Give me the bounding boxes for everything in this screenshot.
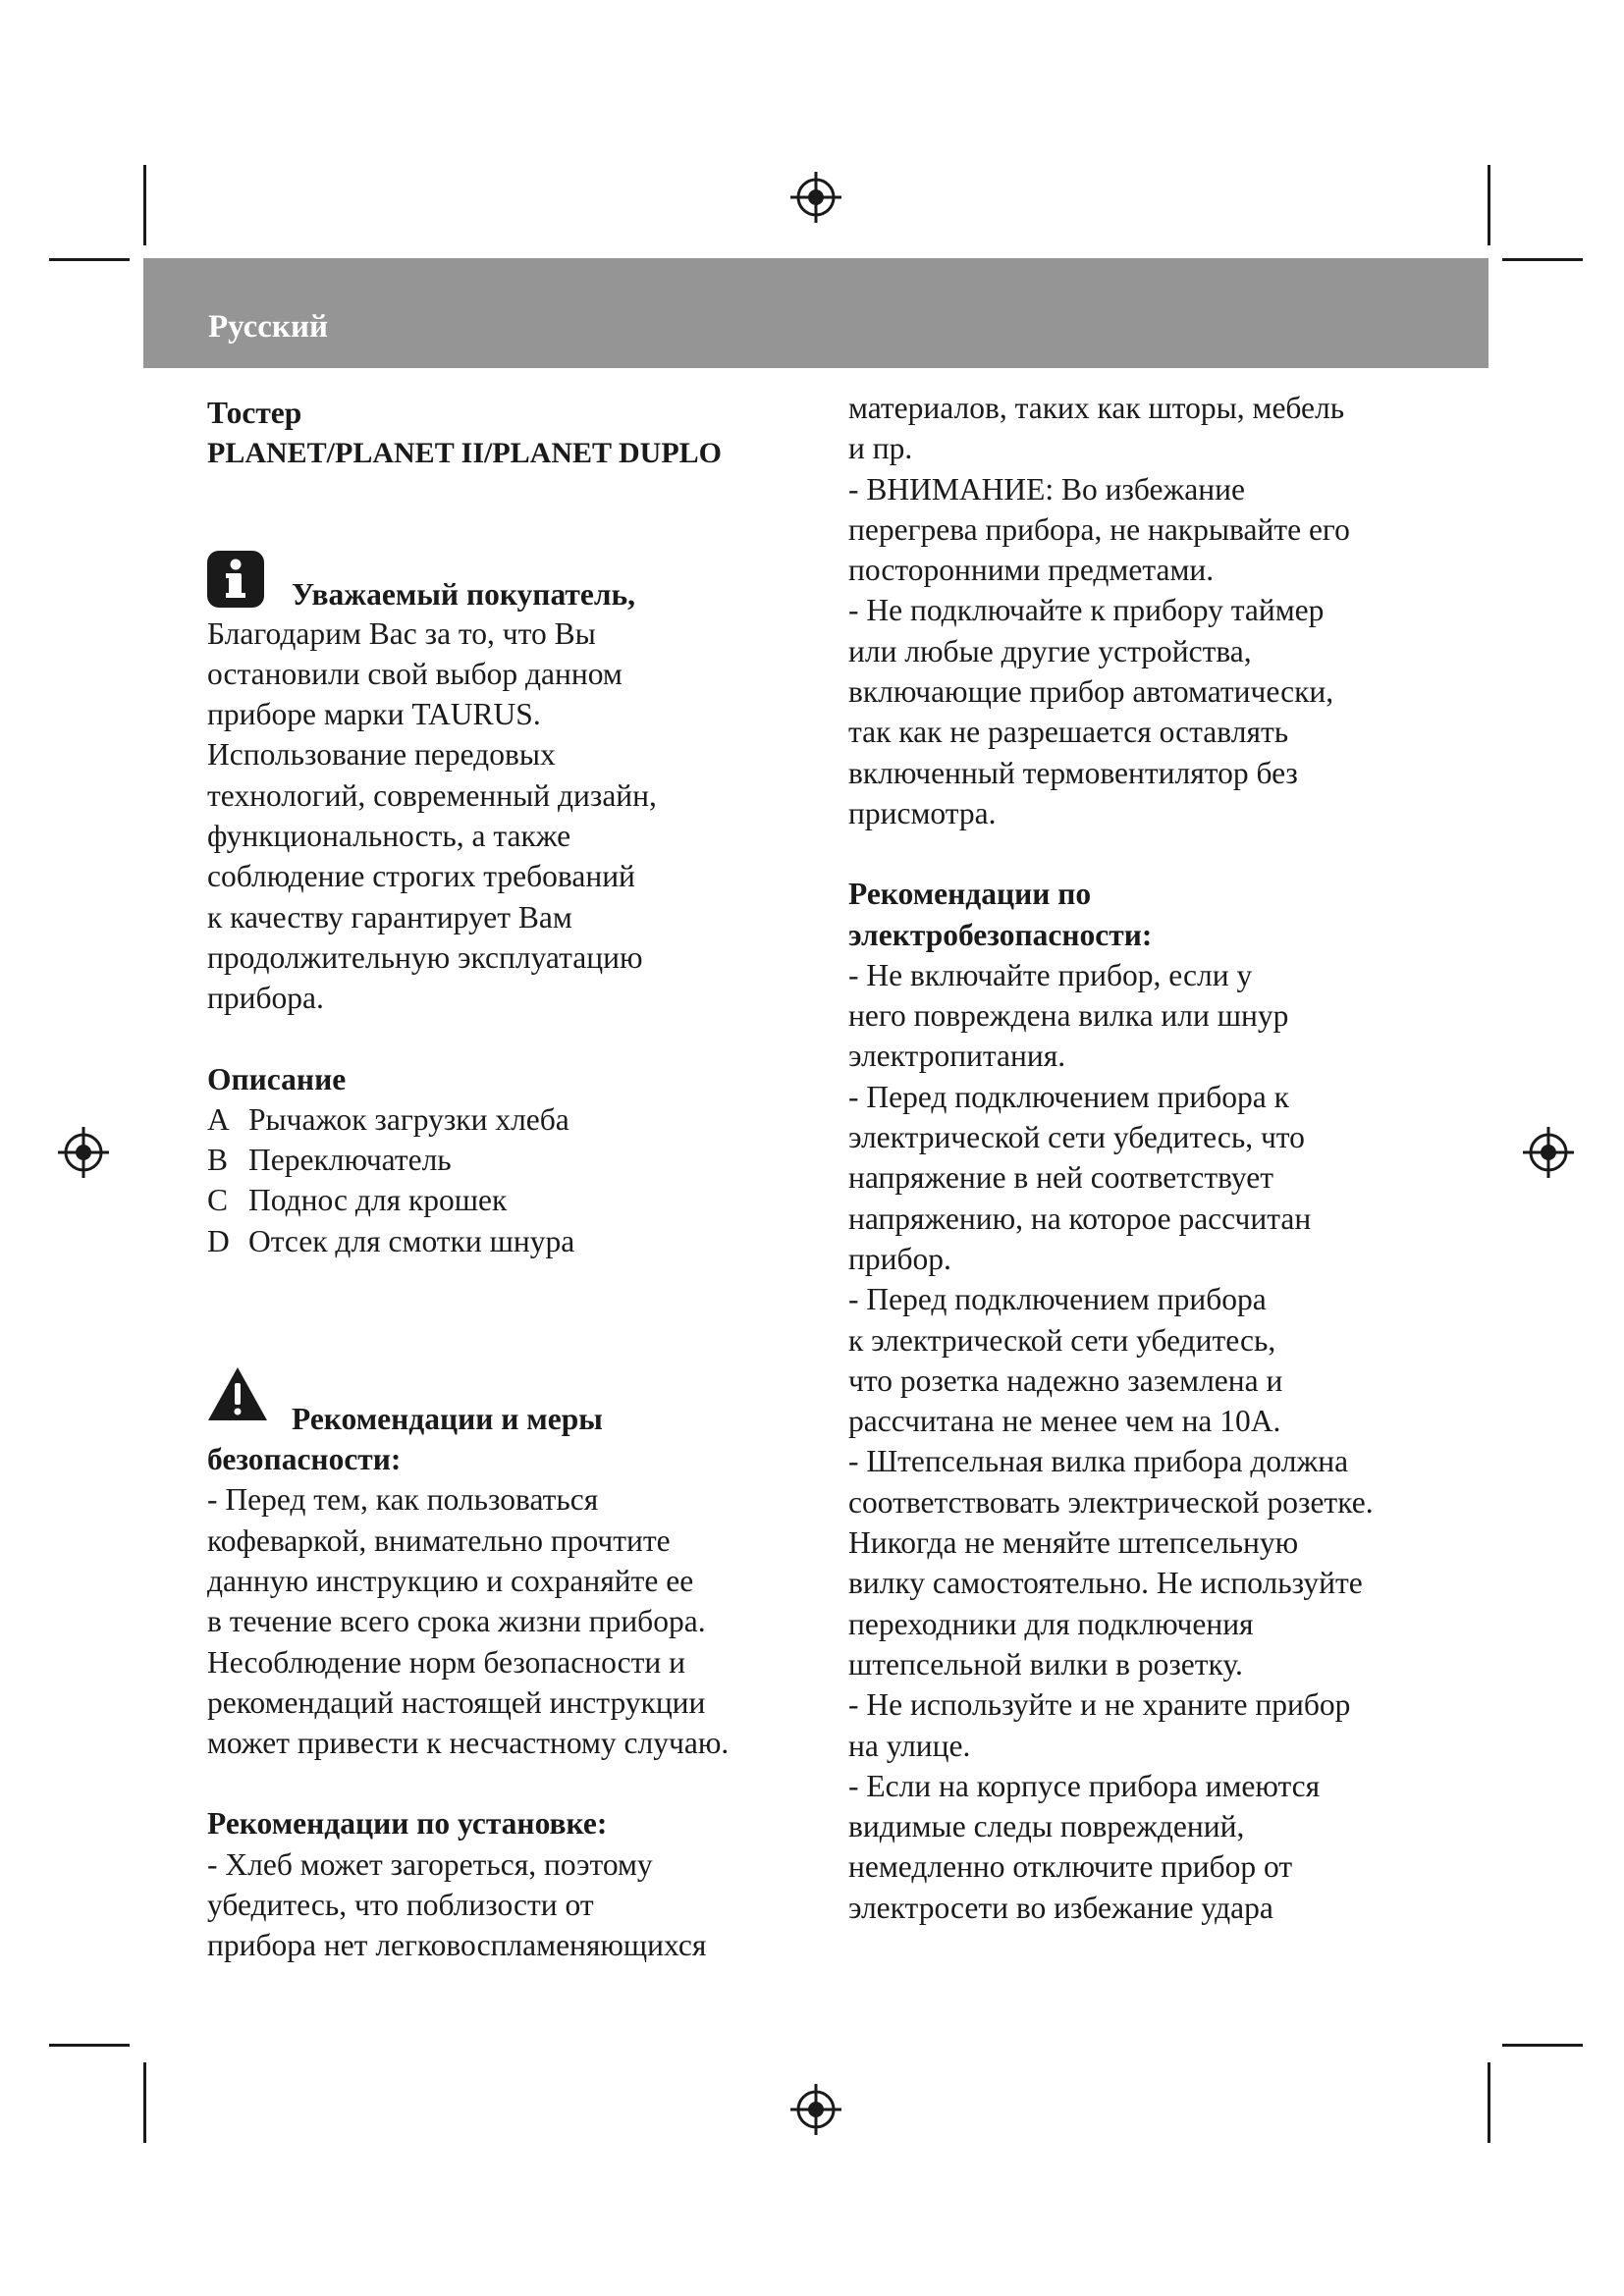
electrical-line: штепсельной вилки в розетку.	[848, 1646, 1243, 1682]
greeting-heading-row	[207, 570, 796, 614]
continuation-line: и пр.	[848, 431, 913, 466]
installation-line: убедитесь, что поблизости от	[207, 1888, 594, 1923]
description-text: Отсек для смотки шнура	[248, 1223, 575, 1258]
electrical-line: немедленно отключите прибор от	[848, 1849, 1293, 1885]
crop-mark-bottom-right-horizontal	[1502, 2044, 1583, 2047]
electrical-line: - Если на корпусе прибора имеются	[848, 1768, 1321, 1803]
continuation-line: посторонними предметами.	[848, 553, 1215, 588]
product-title	[207, 393, 796, 474]
electrical-heading-line2: электробезопасности:	[848, 917, 1153, 952]
continuation-line: - Не подключайте к прибору таймер	[848, 593, 1325, 628]
electrical-line: что розетка надежно заземлена и	[848, 1362, 1283, 1398]
electrical-line: вилку самостоятельно. Не используйте	[848, 1566, 1363, 1601]
greeting-line: Использование передовых	[207, 737, 556, 773]
description-item	[207, 1180, 796, 1220]
greeting-line: Благодарим Вас за то, что Вы	[207, 615, 596, 651]
registration-mark-right-icon	[1521, 1125, 1576, 1180]
crop-mark-bottom-left-vertical	[143, 2062, 146, 2143]
continuation-line: или любые другие устройства,	[848, 633, 1252, 668]
registration-mark-bottom-icon	[788, 2082, 843, 2137]
safety-heading-line1: Рекомендации и меры	[292, 1402, 603, 1437]
installation-line: - Хлеб может загореться, поэтому	[207, 1846, 653, 1882]
electrical-heading-line1: Рекомендации по	[848, 877, 1092, 912]
electrical-line: электросети во избежание удара	[848, 1890, 1273, 1925]
electrical-line: - Штепсельная вилка прибора должна	[848, 1444, 1349, 1479]
description-key: A	[207, 1101, 230, 1137]
installation-line: прибора нет легковоспламеняющихся	[207, 1928, 707, 1963]
description-text: Рычажок загрузки хлеба	[248, 1101, 569, 1137]
crop-mark-top-right-horizontal	[1502, 258, 1583, 261]
greeting-line: к качеству гарантирует Вам	[207, 899, 572, 934]
greeting-line: соблюдение строгих требований	[207, 859, 635, 894]
electrical-line: Никогда не меняйте штепсельную	[848, 1525, 1299, 1561]
electrical-line: - Не используйте и не храните прибор	[848, 1687, 1351, 1723]
crop-mark-top-left-horizontal	[49, 258, 130, 261]
registration-mark-top-icon	[788, 170, 843, 225]
installation-continuation	[848, 388, 1477, 833]
electrical-line: - Перед подключением прибора	[848, 1282, 1267, 1317]
language-header-band	[143, 258, 1489, 368]
product-name: Тостер	[207, 396, 302, 430]
description-item	[207, 1140, 796, 1180]
safety-line: - Перед тем, как пользоваться	[207, 1482, 599, 1518]
electrical-line: напряжению, на которое рассчитан	[848, 1201, 1312, 1236]
electrical-line: - Перед подключением прибора к	[848, 1079, 1289, 1114]
description-text: Поднос для крошек	[248, 1183, 508, 1218]
right-column	[848, 388, 1477, 1928]
electrical-text	[848, 955, 1477, 1928]
description-heading: Описание	[207, 1061, 347, 1096]
description-key: D	[207, 1223, 230, 1258]
safety-line: кофеваркой, внимательно прочтите	[207, 1522, 671, 1558]
greeting-line: прибора.	[207, 981, 324, 1016]
electrical-line: рассчитана не менее чем на 10А.	[848, 1404, 1281, 1439]
continuation-line: включенный термовентилятор без	[848, 755, 1298, 790]
description-item	[207, 1099, 796, 1140]
greeting-line: технологий, современный дизайн,	[207, 777, 657, 813]
crop-mark-top-right-vertical	[1488, 165, 1490, 245]
crop-mark-bottom-right-vertical	[1488, 2062, 1490, 2143]
safety-line: в течение всего срока жизни прибора.	[207, 1604, 706, 1639]
safety-line: рекомендаций настоящей инструкции	[207, 1684, 706, 1720]
continuation-line: присмотра.	[848, 795, 997, 830]
safety-line: Несоблюдение норм безопасности и	[207, 1644, 685, 1680]
safety-text	[207, 1479, 796, 1763]
safety-line: данную инструкцию и сохраняйте ее	[207, 1563, 694, 1598]
greeting-heading: Уважаемый покупатель,	[292, 576, 636, 612]
electrical-line: него повреждена вилка или шнур	[848, 998, 1289, 1034]
safety-heading-row	[207, 1399, 796, 1439]
left-column	[207, 385, 796, 1966]
crop-mark-top-left-vertical	[143, 165, 146, 245]
greeting-line: остановили свой выбор данном	[207, 656, 623, 691]
language-label: Русский	[208, 309, 328, 345]
electrical-line: - Не включайте прибор, если у	[848, 957, 1253, 992]
continuation-line: включающие прибор автоматически,	[848, 674, 1334, 710]
description-list	[207, 1099, 796, 1261]
greeting-line: продолжительную эксплуатацию	[207, 939, 643, 975]
warning-icon	[207, 1365, 268, 1422]
crop-mark-bottom-left-horizontal	[49, 2044, 130, 2047]
registration-mark-left-icon	[56, 1125, 111, 1180]
electrical-line: к электрической сети убедитесь,	[848, 1322, 1276, 1358]
greeting-text	[207, 614, 796, 1019]
description-text: Переключатель	[248, 1143, 452, 1178]
product-models: PLANET/PLANET II/PLANET DUPLO	[207, 437, 722, 470]
description-key: B	[207, 1143, 229, 1178]
greeting-line: функциональность, а также	[207, 819, 571, 854]
description-item	[207, 1221, 796, 1261]
installation-heading: Рекомендации по установке:	[207, 1806, 608, 1842]
electrical-line: соответствовать электрической розетке.	[848, 1484, 1374, 1520]
continuation-line: - ВНИМАНИЕ: Во избежание	[848, 471, 1245, 507]
electrical-line: видимые следы повреждений,	[848, 1809, 1245, 1844]
electrical-line: прибор.	[848, 1241, 951, 1276]
electrical-line: электрической сети убедитесь, что	[848, 1120, 1305, 1155]
greeting-line: приборе марки TAURUS.	[207, 697, 541, 732]
description-key: C	[207, 1183, 229, 1218]
continuation-line: материалов, таких как шторы, мебель	[848, 391, 1345, 425]
safety-line: может привести к несчастному случаю.	[207, 1726, 730, 1761]
continuation-line: так как не разрешается оставлять	[848, 715, 1289, 750]
safety-heading-line2: безопасности:	[207, 1442, 402, 1477]
info-icon	[207, 551, 264, 608]
electrical-line: электропитания.	[848, 1039, 1066, 1074]
continuation-line: перегрева прибора, не накрывайте его	[848, 511, 1350, 547]
installation-text	[207, 1844, 796, 1966]
electrical-line: напряжение в ней соответствует	[848, 1160, 1274, 1196]
electrical-line: на улице.	[848, 1728, 971, 1763]
electrical-line: переходники для подключения	[848, 1606, 1254, 1641]
